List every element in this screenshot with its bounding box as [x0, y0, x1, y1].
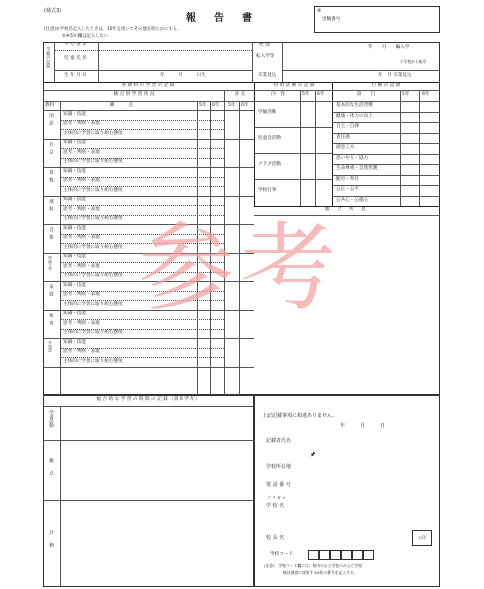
special-activity-label: 児童会活動 — [258, 136, 281, 141]
transfer-value[interactable]: 年 月 編入学 — [368, 45, 410, 50]
school-code-digit-box[interactable] — [352, 550, 363, 560]
seal-icon: 🖈 — [310, 451, 316, 458]
viewpoint-label: 主体的に学習に取り組む態度 — [63, 187, 123, 193]
viewpoint-grade5-cell[interactable] — [198, 197, 210, 206]
integrated-evaluation-field[interactable] — [61, 501, 253, 586]
rating-grade6-cell[interactable] — [240, 339, 254, 367]
special-grade5-cell[interactable] — [301, 154, 315, 178]
special-grade6-cell[interactable] — [316, 154, 330, 178]
viewpoint-grade6-cell[interactable] — [211, 349, 223, 358]
behavior-item-label: 公共心・公徳心 — [336, 197, 369, 203]
viewpoint-label: 知識・技能 — [63, 168, 86, 174]
special-grade6-header: 6年 — [317, 92, 325, 97]
subject-label: 音楽 — [48, 227, 54, 242]
viewpoint-grade5-cell[interactable] — [198, 358, 210, 367]
viewpoint-grade5-cell[interactable] — [198, 149, 210, 158]
special-content-header: 内 容 — [271, 92, 285, 97]
behavior-item-label: 勤労・奉仕 — [336, 176, 359, 182]
behavior-grade6-cell[interactable] — [420, 176, 438, 185]
viewpoint-grade5-cell[interactable] — [198, 159, 210, 168]
viewpoint-grade6-cell[interactable] — [211, 168, 223, 177]
subject-label: 理科 — [48, 198, 54, 214]
behavior-item-label: 思いやり・協力 — [336, 155, 369, 161]
viewpoint-label: 知識・技能 — [63, 197, 86, 202]
special-grade5-header: 5年 — [302, 92, 310, 97]
school-name-label: 学 校 名 — [266, 503, 285, 509]
form-label: (様式3) — [44, 8, 62, 14]
grade5-header: 5年 — [199, 103, 207, 108]
integrated-viewpoint-field[interactable] — [61, 441, 253, 499]
rating-grade6-cell[interactable] — [240, 111, 254, 139]
viewpoint-label: 知識・技能 — [63, 111, 86, 117]
sample-watermark: 参考 — [138, 212, 342, 324]
rating-grade5-cell[interactable] — [225, 339, 239, 367]
viewpoint-label: 主体的に学習に取り組む態度 — [63, 273, 123, 278]
behavior-grade5-cell[interactable] — [401, 134, 419, 143]
subjects-section-title: 各 教 科 の 学 習 の 記 録 — [121, 83, 175, 88]
viewpoint-column-header: 観 点 — [110, 103, 133, 108]
behavior-grade5-header: 5年 — [402, 92, 410, 97]
viewpoint-label: 知識・技能 — [63, 339, 86, 345]
viewpoint-grade5-cell[interactable] — [198, 178, 210, 187]
certification-date[interactable]: 年 月 日 — [340, 423, 386, 429]
behavior-item-label: 創意工夫 — [336, 145, 355, 150]
school-furigana-label: フ リ ガ ナ — [267, 495, 286, 500]
integrated-activity-label: 学習活動 — [48, 410, 54, 428]
viewpoint-label: 思考・判断・表現 — [63, 320, 100, 326]
rating-grade5-header: 5年 — [228, 103, 236, 108]
official-stamp-label: 公印 — [418, 535, 426, 540]
behavior-grade6-cell[interactable] — [420, 123, 438, 132]
special-grade5-cell[interactable] — [301, 180, 315, 204]
furigana-label: フ リ ガ ナ — [64, 43, 87, 48]
behavior-grade6-cell[interactable] — [420, 155, 438, 164]
behavior-grade5-cell[interactable] — [401, 123, 419, 132]
viewpoint-label: 主体的に学習に取り組む態度 — [63, 244, 123, 250]
rating-grade6-cell[interactable] — [240, 168, 254, 196]
exam-number-marker: ※ — [317, 8, 322, 14]
document-title: 報 告 書 — [186, 13, 256, 24]
behavior-grade6-cell[interactable] — [420, 197, 438, 206]
special-grade5-cell[interactable] — [301, 102, 315, 126]
school-code-digit-box[interactable] — [330, 550, 341, 560]
viewpoint-grade6-cell[interactable] — [211, 178, 223, 187]
rating-grade6-cell[interactable] — [240, 140, 254, 168]
school-code-digit-box[interactable] — [319, 550, 330, 560]
subject-label: 図画工作 — [48, 255, 53, 270]
birth-date-value[interactable]: 年 月 日生 — [160, 73, 206, 78]
behavior-grade5-cell[interactable] — [401, 144, 419, 153]
behavior-item-label: 責任感 — [336, 134, 350, 140]
special-grade6-cell[interactable] — [316, 102, 330, 126]
viewpoint-grade5-cell[interactable] — [198, 330, 210, 339]
viewpoint-grade5-cell[interactable] — [198, 140, 210, 149]
viewpoint-label: 知識・技能 — [63, 140, 86, 145]
principal-name-label: 校 長 名 — [266, 535, 285, 541]
furigana-field[interactable] — [99, 43, 251, 50]
rating-grade6-header: 6年 — [241, 103, 249, 108]
viewpoint-grade6-cell[interactable] — [211, 159, 223, 168]
viewpoint-grade6-cell[interactable] — [211, 121, 223, 130]
behavior-grade6-cell[interactable] — [420, 186, 438, 195]
viewpoint-grade5-cell[interactable] — [198, 130, 210, 139]
viewpoint-grade5-cell[interactable] — [198, 168, 210, 177]
viewpoint-label: 知識・技能 — [63, 311, 86, 316]
behavior-item-label: 生命尊重・自然愛護 — [336, 166, 378, 171]
viewpoint-label: 思考・判断・表現 — [63, 149, 100, 155]
viewpoint-grade5-cell[interactable] — [198, 121, 210, 130]
viewpoint-grade6-cell[interactable] — [211, 197, 223, 206]
viewpoint-grade6-cell[interactable] — [211, 187, 223, 196]
subject-column-header: 教科 — [45, 103, 55, 108]
behavior-grade6-cell[interactable] — [420, 102, 438, 111]
special-activity-label: 学校行事 — [258, 188, 277, 193]
behavior-item-label: 健康・体力の向上 — [336, 113, 373, 119]
behavior-grade5-cell[interactable] — [401, 165, 419, 174]
certification-statement: 上記記載事項に相違ありません。 — [262, 413, 338, 419]
viewpoint-label: 主体的に学習に取り組む態度 — [63, 330, 123, 335]
viewpoint-label: 思考・判断・表現 — [63, 178, 100, 183]
behavior-grade6-cell[interactable] — [420, 113, 438, 122]
subject-label: 家庭 — [48, 284, 54, 299]
birth-date-label: 生 年 月 日 — [64, 73, 87, 78]
behavior-item-label: 自主・自律 — [336, 124, 359, 129]
viewpoint-label: 思考・判断・表現 — [63, 121, 100, 126]
viewpoint-label: 思考・判断・表現 — [63, 349, 100, 354]
behavior-grade5-cell[interactable] — [401, 102, 419, 111]
school-address-label: 学校所在地 — [266, 464, 292, 470]
viewpoint-label: 知識・技能 — [63, 225, 86, 231]
subject-label: 算数 — [48, 170, 54, 185]
integrated-activity-field[interactable] — [61, 407, 253, 439]
subject-label: 社会 — [48, 141, 54, 157]
behavior-grade6-cell[interactable] — [420, 144, 438, 153]
footnote-line-1: (注意) 学校コード欄には、県内の公立学校のみ公立学校 — [264, 563, 362, 568]
integrated-viewpoint-label: 観点 — [48, 458, 54, 483]
grade6-header: 6年 — [212, 103, 220, 108]
subject-label: 体育 — [48, 312, 54, 328]
viewpoint-label: 主体的に学習に取り組む態度 — [63, 159, 123, 164]
school-code-digit-box[interactable] — [308, 550, 319, 560]
special-grade6-cell[interactable] — [316, 180, 330, 204]
rating-title: 評 定 — [234, 92, 246, 97]
viewpoint-grade6-cell[interactable] — [211, 358, 223, 367]
transfer-label: 転入学等 — [256, 54, 275, 59]
behavior-grade5-cell[interactable] — [401, 197, 419, 206]
integrated-study-title: 総 合 的 な 学 習 の 時 間 の 記 録 （第 6 学 年） — [96, 397, 200, 402]
viewpoint-grade5-cell[interactable] — [198, 349, 210, 358]
behavior-item-label: 基本的な生活習慣 — [336, 103, 373, 108]
footnote-line-2: 統計調査に使用する6桁の番号を記入する。 — [283, 570, 358, 575]
behavior-grade6-cell[interactable] — [420, 165, 438, 174]
viewpoint-label: 主体的に学習に取り組む態度 — [63, 358, 123, 364]
special-activity-label: 学級活動 — [258, 110, 277, 115]
subject-label: 外国語 — [48, 341, 53, 352]
behavior-section-title: 行 動 の 記 録 — [371, 83, 401, 88]
viewpoint-grade5-cell[interactable] — [198, 111, 210, 120]
viewpoint-label: 思考・判断・表現 — [63, 263, 100, 269]
comprehensive-title: 総 合 所 見 — [325, 207, 369, 212]
school-code-label: 学校コード — [270, 552, 293, 557]
viewpoint-label: 主体的に学習に取り組む態度 — [63, 216, 123, 221]
behavior-item-header: 項 目 — [356, 92, 376, 97]
viewpoint-label: 思考・判断・表現 — [63, 292, 100, 297]
viewpoint-label: 知識・技能 — [63, 282, 86, 288]
behavior-item-label: 公正・公平 — [336, 187, 359, 192]
viewpoint-label: 主体的に学習に取り組む態度 — [63, 301, 123, 307]
subject-label: 国語 — [48, 113, 54, 128]
viewpoint-label: 思考・判断・表現 — [63, 206, 100, 212]
viewpoint-grade6-cell[interactable] — [211, 111, 223, 120]
exam-number-label: 受験番号 — [322, 17, 341, 22]
viewpoint-grade6-cell[interactable] — [211, 149, 223, 158]
special-grade5-cell[interactable] — [301, 128, 315, 152]
behavior-grade5-cell[interactable] — [401, 186, 419, 195]
integrated-evaluation-label: 評価 — [48, 530, 54, 555]
graduation-label: 卒業見込 — [258, 73, 277, 78]
viewpoint-label: 主体的に学習に取り組む態度 — [63, 130, 123, 136]
writer-name-label: 記載者氏名 — [266, 438, 292, 444]
note-line-2: ②※印の欄は記入しない — [62, 34, 109, 39]
school-code-digit-box[interactable] — [363, 550, 374, 560]
viewpoint-grade6-cell[interactable] — [211, 130, 223, 139]
phone-label: 電 話 番 号 — [266, 482, 291, 488]
graduation-value[interactable]: 年 月 卒業見込 — [378, 73, 412, 78]
behavior-grade5-cell[interactable] — [401, 176, 419, 185]
rating-grade5-cell[interactable] — [225, 140, 239, 168]
behavior-grade5-cell[interactable] — [401, 155, 419, 164]
student-name-label: 児 童 氏 名 — [64, 56, 87, 61]
viewpoint-grade6-cell[interactable] — [211, 330, 223, 339]
viewpoint-grade5-cell[interactable] — [198, 187, 210, 196]
behavior-grade6-cell[interactable] — [420, 134, 438, 143]
viewpoint-label: 思考・判断・表現 — [63, 235, 100, 240]
student-record-label: 学籍の記録 — [46, 47, 52, 68]
viewpoint-grade6-cell[interactable] — [211, 339, 223, 348]
special-activities-title: 特 別 活 動 の 記 録 — [273, 83, 315, 88]
viewpoint-grade5-cell[interactable] — [198, 339, 210, 348]
behavior-grade5-cell[interactable] — [401, 113, 419, 122]
viewpoint-status-title: 観 点 別 学 習 状 況 — [113, 92, 155, 97]
gender-label: 性 別 — [259, 43, 270, 48]
school-code-digit-box[interactable] — [341, 550, 352, 560]
student-name-field[interactable] — [99, 51, 251, 69]
rating-grade5-cell[interactable] — [225, 168, 239, 196]
rating-grade5-cell[interactable] — [225, 111, 239, 139]
special-grade6-cell[interactable] — [316, 128, 330, 152]
behavior-grade6-header: 6年 — [422, 92, 430, 97]
special-activity-label: クラブ活動 — [258, 162, 281, 167]
transfer-from-school: 小学校から転学 — [400, 59, 427, 64]
note-line-1: (注意)①学校名記入したときは、10年を用いてその他を明らかにする。 — [44, 27, 182, 32]
viewpoint-grade6-cell[interactable] — [211, 140, 223, 149]
viewpoint-label: 知識・技能 — [63, 254, 86, 259]
